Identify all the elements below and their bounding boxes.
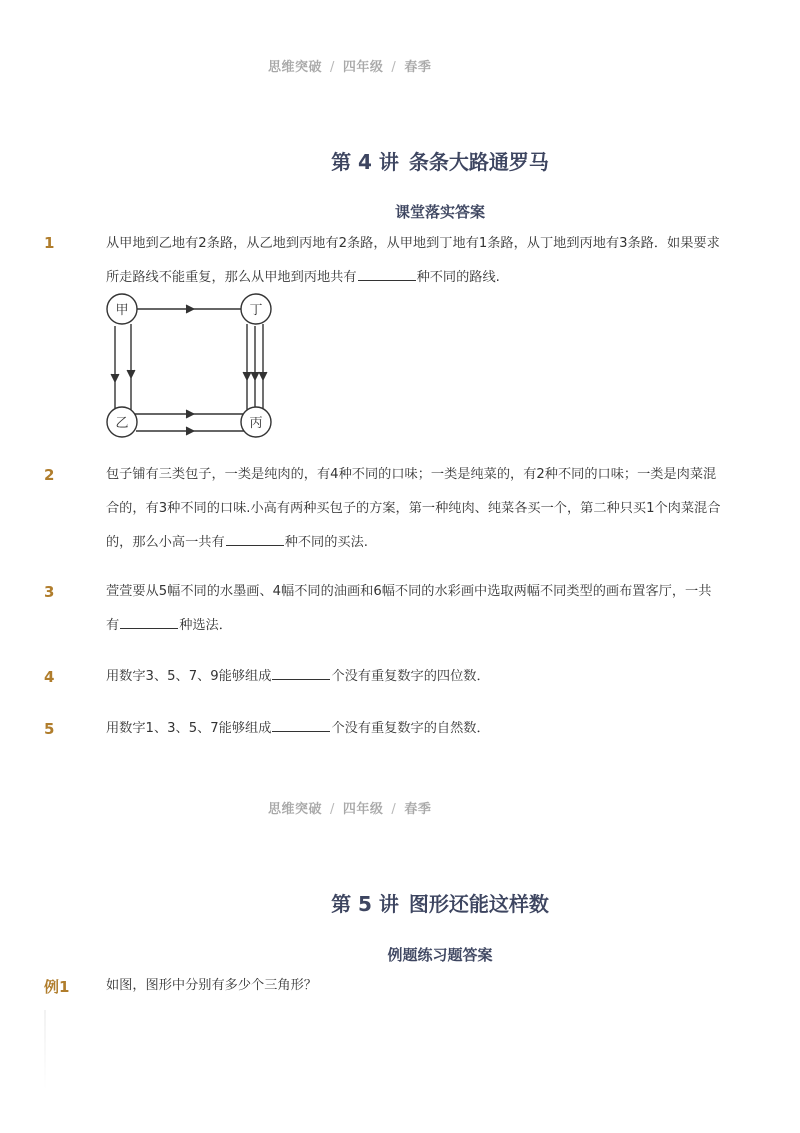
lecture-5-section-title: 例题练习题答案: [387, 946, 493, 964]
question-number: 4: [44, 668, 55, 686]
node-ding: [241, 294, 271, 324]
breadcrumb-series: 思维突破: [268, 802, 323, 817]
arrow-icon: [243, 372, 251, 380]
question-text-part: 种选法．: [179, 618, 232, 633]
question-text: [106, 458, 721, 560]
breadcrumb: [268, 798, 431, 817]
lecture-4-title: [0, 146, 800, 175]
arrow-icon: [111, 374, 119, 382]
example-text: 如图，图形中分别有多少个三角形？: [106, 978, 317, 993]
question-text-part: 用数字1、3、5、7能够组成: [106, 721, 272, 736]
question-text: [106, 575, 721, 643]
question-text: [106, 660, 721, 694]
arrow-icon: [186, 427, 194, 435]
node-jia: [107, 294, 137, 324]
lecture-5-number: 第 5 讲: [331, 892, 399, 916]
node-yi-label: 乙: [115, 416, 129, 431]
answer-blank[interactable]: [358, 266, 416, 281]
breadcrumb: [268, 56, 431, 75]
answer-blank[interactable]: [120, 614, 178, 629]
question-text-part: 种不同的路线.: [416, 270, 500, 285]
arrow-icon: [186, 410, 194, 418]
lecture-4-name: 条条大路通罗马: [408, 150, 549, 174]
example-number: 例1: [44, 978, 70, 996]
question-text-part: 个没有重复数字的四位数．: [331, 669, 490, 684]
question-text-part: 从甲地到乙地有2条路，从乙地到丙地有2条路，从甲地到丁地有1条路，从丁地到丙地有3条路．如果要求所走路线不能重复，那么从甲地到丙地共有: [106, 236, 720, 285]
answer-blank[interactable]: [272, 665, 330, 680]
route-diagram: [100, 290, 280, 442]
margin-shadow: [44, 1010, 46, 1090]
question-text: [106, 227, 721, 295]
node-yi: [107, 407, 137, 437]
lecture-4-section-title: 课堂落实答案: [394, 203, 485, 221]
breadcrumb-grade: 四年级: [342, 60, 384, 75]
node-bing: [241, 407, 271, 437]
node-bing-label: 丙: [249, 416, 263, 431]
breadcrumb-term: 春季: [404, 802, 432, 817]
question-text: [106, 712, 721, 746]
arrow-icon: [259, 372, 267, 380]
arrow-icon: [127, 370, 135, 378]
node-jia-label: 甲: [115, 303, 129, 318]
breadcrumb-separator: /: [391, 60, 397, 75]
question-text-part: 种不同的买法.: [284, 535, 369, 550]
question-number: 5: [44, 720, 55, 738]
arrow-icon: [186, 305, 194, 313]
arrow-icon: [251, 372, 259, 380]
question-text-part: 用数字3、5、7、9能够组成: [106, 669, 272, 684]
question-number: 1: [44, 234, 55, 252]
lecture-5-title: [0, 888, 800, 917]
question-text-part: 包子铺有三类包子，一类是纯肉的，有4种不同的口味；一类是纯菜的，有2种不同的口味；一类是肉菜混合的，有3种不同的口味.小高有两种买包子的方案，第一种纯肉、纯菜各买一个，第二种只买1个肉菜混合的，那么小高一共有: [106, 467, 721, 550]
breadcrumb-grade: 四年级: [342, 802, 384, 817]
breadcrumb-term: 春季: [404, 60, 432, 75]
lecture-4-number: 第 4 讲: [331, 150, 399, 174]
breadcrumb-separator: /: [330, 60, 335, 75]
answer-blank[interactable]: [226, 531, 284, 546]
question-number: 2: [44, 466, 55, 484]
answer-blank[interactable]: [272, 717, 330, 732]
breadcrumb-separator: /: [391, 802, 397, 817]
breadcrumb-series: 思维突破: [268, 60, 323, 75]
lecture-5-name: 图形还能这样数: [408, 892, 549, 916]
node-ding-label: 丁: [249, 303, 263, 318]
question-text-part: 萱萱要从5幅不同的水墨画、4幅不同的油画和6幅不同的水彩画中选取两幅不同类型的画布置客厅，一共有: [106, 584, 712, 633]
question-text-part: 个没有重复数字的自然数．: [331, 721, 490, 736]
breadcrumb-separator: /: [330, 802, 335, 817]
question-number: 3: [44, 583, 55, 601]
